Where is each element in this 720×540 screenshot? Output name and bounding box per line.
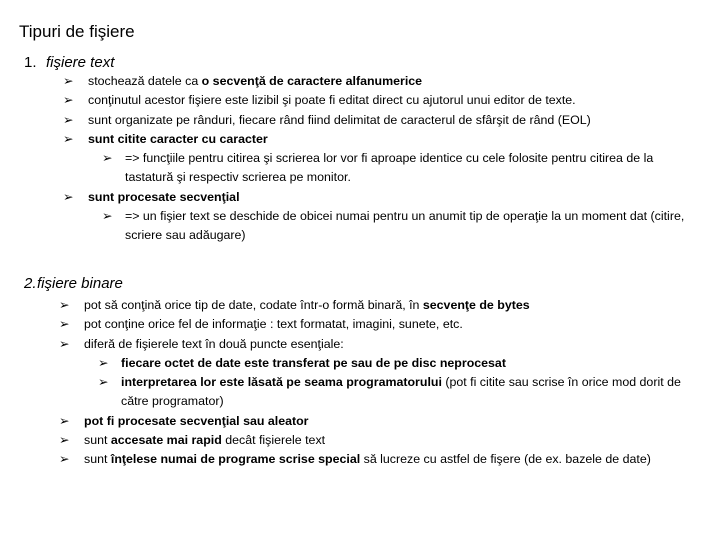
section-1-list: [63, 72, 703, 246]
section-1-number: 1.: [24, 54, 37, 71]
list-item-text: pot conţine orice fel de informaţie : text formatat, imagini, sunete, etc.: [84, 317, 463, 332]
sub-list: [102, 149, 703, 188]
arrow-bullet-icon: ➢: [59, 298, 70, 312]
arrow-bullet-icon: ➢: [102, 209, 113, 224]
list-item: [102, 207, 703, 246]
list-item-text: sunt: [84, 452, 111, 467]
sub-list: [98, 354, 699, 412]
list-item-text: interpretarea lor este lăsată pe seama programatorului: [121, 375, 442, 390]
list-item-text: înţelese numai de programe scrise special: [110, 452, 361, 467]
list-item: [63, 91, 703, 110]
list-item: [63, 111, 703, 130]
list-item-text: fiecare octet de date este transferat pe sau de pe disc neprocesat: [121, 355, 506, 370]
list-item: [59, 431, 699, 450]
list-item-text: sunt citite caracter cu caracter: [88, 131, 268, 146]
arrow-bullet-icon: ➢: [63, 189, 74, 204]
list-item: [59, 412, 699, 431]
list-item-text: => un fişier text se deschide de obicei numai pentru un anumit tip de operaţie la un moment dat (citire, scriere sau adăugare): [125, 209, 685, 243]
arrow-bullet-icon: ➢: [98, 375, 109, 390]
list-item-text: stochează datele ca: [88, 74, 202, 88]
arrow-bullet-icon: ➢: [59, 433, 70, 448]
arrow-bullet-icon: ➢: [59, 336, 70, 351]
arrow-bullet-icon: ➢: [63, 74, 74, 88]
arrow-bullet-icon: ➢: [98, 355, 109, 370]
list-item: [63, 188, 703, 246]
page-title: Tipuri de fişiere: [19, 22, 135, 41]
arrow-bullet-icon: ➢: [63, 112, 74, 127]
list-item-text: sunt procesate secvenţial: [88, 189, 240, 204]
list-item-text: accesate mai rapid: [110, 433, 222, 448]
list-item: [59, 315, 699, 334]
arrow-bullet-icon: ➢: [59, 317, 70, 332]
section-2-number: 2.: [24, 275, 37, 292]
section-2-list: [59, 296, 699, 470]
list-item-text: secvenţe de bytes: [422, 298, 530, 312]
list-item-text: să lucreze cu astfel de fişere (de ex. bazele de date): [360, 452, 651, 467]
arrow-bullet-icon: ➢: [63, 131, 74, 146]
sub-list: [102, 207, 703, 246]
list-item: [59, 450, 699, 469]
section-2-heading: [24, 275, 123, 292]
arrow-bullet-icon: ➢: [102, 151, 113, 166]
list-item-text: o secvenţă de caractere alfanumerice: [201, 74, 423, 88]
list-item: [59, 335, 699, 412]
list-item: [102, 149, 703, 188]
section-1-heading: [24, 54, 114, 71]
arrow-bullet-icon: ➢: [59, 452, 70, 467]
list-item-text: decât fişierele text: [221, 433, 326, 448]
list-item-text: pot să conţină orice tip de date, codate într-o formă binară, în: [84, 298, 423, 312]
list-item-text: pot fi procesate secvenţial sau aleator: [84, 413, 309, 428]
section-1-title: fişiere text: [46, 54, 115, 71]
list-item-text: => funcţiile pentru citirea şi scrierea lor vor fi aproape identice cu cele folosite pentru citirea de la tastatură şi respectiv scrierea pe monitor.: [125, 151, 654, 185]
list-item: [63, 130, 703, 188]
list-item: [98, 354, 699, 373]
list-item: [59, 296, 699, 315]
list-item-text: conţinutul acestor fişiere este lizibil şi poate fi editat direct cu ajutorul unui editor de texte.: [88, 93, 576, 108]
list-item-text: sunt organizate pe rânduri, fiecare rând fiind delimitat de caracterul de sfârşit de rând (EOL): [88, 112, 591, 127]
list-item: [98, 373, 699, 412]
arrow-bullet-icon: ➢: [59, 413, 70, 428]
list-item-text: sunt: [84, 433, 111, 448]
arrow-bullet-icon: ➢: [63, 93, 74, 108]
list-item-text: (pot fi citite sau scrise în orice mod dorit de către programator): [121, 375, 681, 409]
section-2-title: fişiere binare: [37, 275, 123, 292]
list-item-text: diferă de fişierele text în două puncte esenţiale:: [84, 336, 344, 351]
list-item: [63, 72, 703, 91]
